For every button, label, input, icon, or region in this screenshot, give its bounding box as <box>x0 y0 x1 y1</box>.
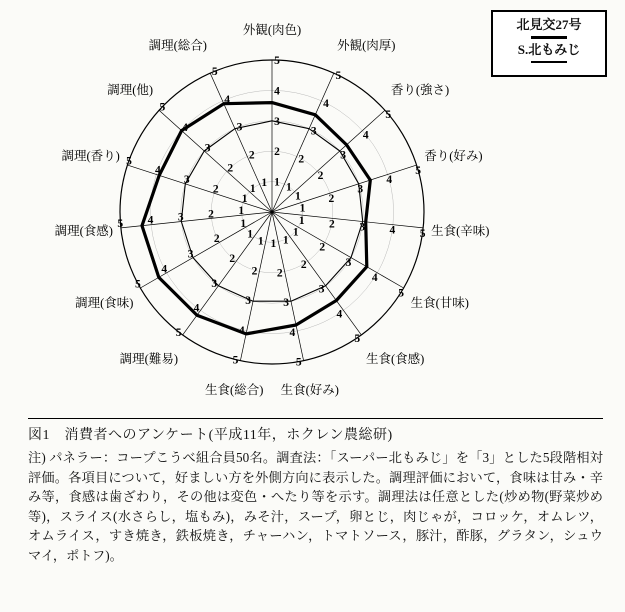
radar-tick-number: 5 <box>126 155 132 168</box>
radar-category-label: 生食(総合) <box>205 383 264 397</box>
radar-tick-number: 3 <box>177 211 184 224</box>
radar-tick-number: 3 <box>318 283 325 296</box>
radar-tick-number: 5 <box>419 227 426 240</box>
radar-tick-number: 1 <box>298 215 305 228</box>
radar-tick-number: 1 <box>286 181 292 194</box>
radar-category-label: 生食(辛味) <box>431 224 490 238</box>
radar-category-label: 調理(食感) <box>54 224 113 238</box>
radar-tick-number: 5 <box>335 70 342 83</box>
radar-category-label: 生食(好み) <box>280 383 339 397</box>
radar-category-label: 香り(好み) <box>424 148 483 163</box>
radar-tick-number: 4 <box>289 327 296 339</box>
radar-tick-number: 1 <box>299 202 306 215</box>
radar-tick-number: 3 <box>183 174 190 187</box>
radar-tick-number: 5 <box>398 287 404 300</box>
radar-tick-number: 5 <box>135 278 141 291</box>
radar-tick-number: 2 <box>208 208 214 221</box>
radar-axis-line <box>272 212 404 288</box>
radar-category-label: 生食(食感) <box>366 352 425 367</box>
radar-axis-line <box>272 165 417 215</box>
radar-tick-number: 2 <box>328 193 335 205</box>
radar-tick-number: 5 <box>385 109 392 121</box>
radar-tick-number: 4 <box>386 174 393 187</box>
radar-tick-number: 5 <box>117 217 124 230</box>
radar-tick-number: 4 <box>371 272 378 285</box>
radar-tick-number: 3 <box>211 277 218 290</box>
radar-tick-number: 1 <box>274 176 280 189</box>
figure-caption <box>28 418 603 565</box>
radar-tick-number: 5 <box>274 55 280 67</box>
radar-tick-number: 2 <box>229 253 236 266</box>
radar-category-label: 外観(肉色) <box>242 23 302 37</box>
radar-tick-number: 3 <box>236 121 243 134</box>
radar-tick-number: 4 <box>336 308 343 321</box>
radar-tick-number: 2 <box>276 267 283 280</box>
radar-tick-number: 2 <box>212 183 219 196</box>
radar-tick-number: 3 <box>340 149 346 162</box>
radar-tick-number: 5 <box>159 101 166 114</box>
radar-category-label: 調理(香り) <box>61 148 120 163</box>
radar-tick-number: 3 <box>274 115 280 128</box>
legend-series-1-label: 北見交27号 <box>516 17 582 32</box>
radar-tick-number: 3 <box>310 125 317 138</box>
radar-tick-number: 5 <box>232 354 239 367</box>
radar-tick-number: 2 <box>213 233 220 246</box>
radar-tick-number: 1 <box>249 182 256 195</box>
radar-tick-number: 2 <box>317 170 324 182</box>
radar-tick-number: 5 <box>295 356 302 369</box>
radar-tick-number: 4 <box>147 214 154 227</box>
radar-tick-number: 5 <box>211 66 218 79</box>
radar-tick-number: 3 <box>357 183 364 196</box>
radar-tick-number: 1 <box>247 228 253 241</box>
radar-tick-number: 1 <box>238 205 245 218</box>
radar-tick-number: 4 <box>274 85 280 98</box>
radar-category-label: 調理(難易) <box>119 352 178 367</box>
radar-tick-number: 3 <box>345 256 352 269</box>
radar-axis-line <box>159 110 272 212</box>
radar-axis-line <box>210 73 272 212</box>
radar-tick-number: 1 <box>292 226 299 239</box>
radar-tick-number: 4 <box>182 121 188 134</box>
radar-tick-number: 2 <box>274 146 280 159</box>
radar-tick-number: 1 <box>261 177 268 190</box>
radar-tick-number: 1 <box>241 192 248 205</box>
radar-category-label: 調理(食味) <box>75 296 134 310</box>
radar-category-label: 生食(甘味) <box>410 296 469 310</box>
radar-category-label: 調理(総合) <box>148 38 207 53</box>
radar-tick-number: 4 <box>155 164 161 177</box>
radar-tick-number: 2 <box>248 149 255 162</box>
radar-tick-number: 5 <box>354 332 361 345</box>
radar-category-label: 調理(他) <box>107 83 154 98</box>
radar-tick-number: 2 <box>227 162 234 175</box>
radar-tick-number: 4 <box>238 324 245 337</box>
radar-tick-number: 1 <box>257 235 264 248</box>
legend-series-2-label: S.北もみじ <box>517 41 581 57</box>
radar-tick-number: 3 <box>359 221 366 234</box>
radar-tick-number: 3 <box>245 295 251 308</box>
radar-tick-number: 4 <box>389 224 396 237</box>
figure-title: 図1 消費者へのアンケート(平成11年，ホクレン農総研) <box>28 428 393 443</box>
radar-tick-number: 2 <box>298 153 305 166</box>
radar-tick-number: 4 <box>362 129 369 142</box>
radar-tick-number: 4 <box>224 93 230 106</box>
radar-tick-number: 2 <box>251 265 258 278</box>
radar-tick-number: 2 <box>300 259 307 272</box>
radar-axis-line <box>272 73 334 215</box>
radar-tick-number: 2 <box>329 218 335 231</box>
radar-category-label: 外観(肉厚) <box>337 38 396 53</box>
radar-tick-number: 4 <box>161 263 168 276</box>
radar-tick-number: 1 <box>295 190 301 203</box>
radar-tick-number: 5 <box>415 164 421 177</box>
radar-tick-number: 3 <box>204 142 211 155</box>
radar-tick-number: 3 <box>187 248 194 261</box>
radar-tick-number: 2 <box>319 241 326 254</box>
radar-axis-line <box>272 212 423 231</box>
radar-tick-number: 3 <box>283 297 289 310</box>
radar-tick-number: 1 <box>282 234 289 247</box>
radar-tick-number: 5 <box>175 327 182 339</box>
radar-tick-number: 1 <box>240 217 247 230</box>
figure-note: 注) パネラー：コープこうべ組合員50名。調査法：「スーパー北もみじ」を「3」とした5段階相対評価。各項目について，好ましい方を外側方向に表示した。調理評価において，食味は甘み・辛み等，食感は歯ざわり，その他は変色・へたり等を示す。調理法は任意とした(炒め物(野菜炒め等)，スライス(水さらし，塩もみ)，みそ汁，スープ，卵とじ，肉じゃが，コロッケ，オムレツ，オムライス，すき焼き，鉄板焼き，チャーハン，トマトソース，豚汁，酢豚，グラタン，シュウマイ，ポトフ)。 <box>28 450 603 563</box>
caption-divider <box>28 418 603 419</box>
radar-category-label: 香り(強さ) <box>390 83 450 98</box>
radar-tick-number: 1 <box>270 237 277 250</box>
radar-tick-number: 4 <box>323 97 329 110</box>
radar-tick-number: 4 <box>193 302 200 315</box>
